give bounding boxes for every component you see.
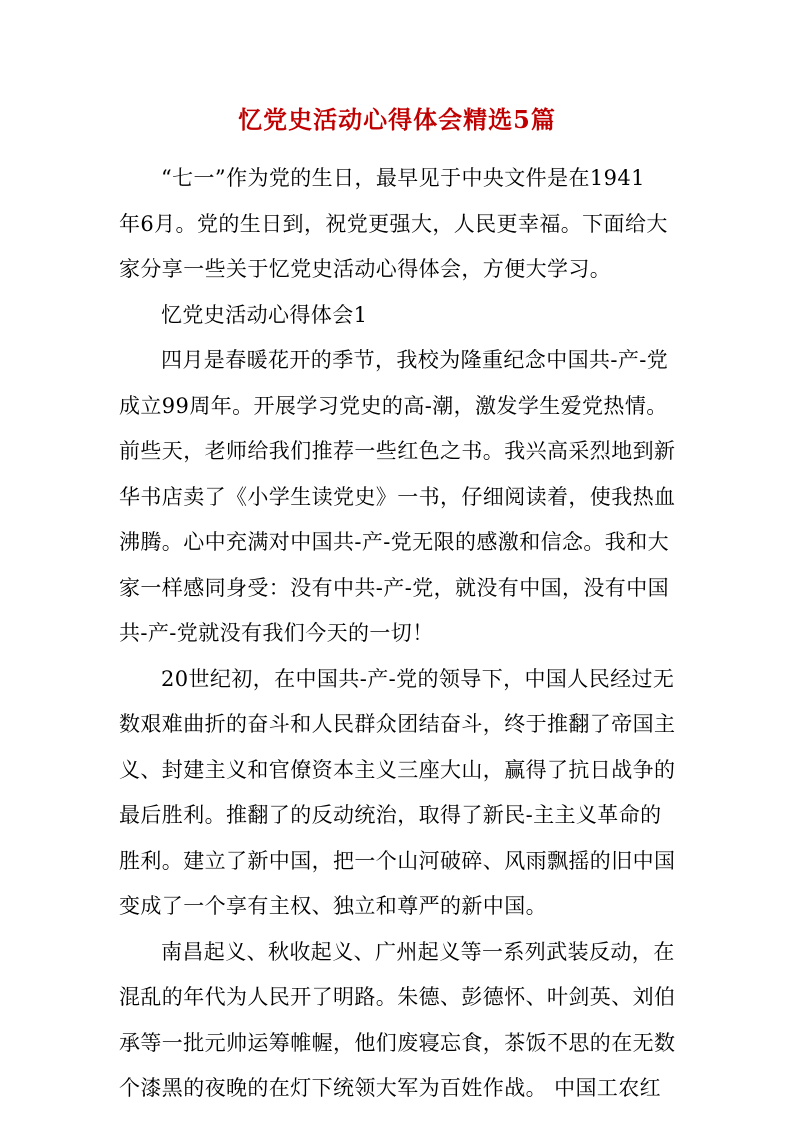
text-line: 承等一批元帅运筹帷幄，他们废寝忘食，茶饭不思的在无数: [119, 1030, 676, 1055]
text-line: 忆党史活动心得体会1: [161, 302, 368, 327]
text-line: “七一”作为党的生日，最早见于中央文件是在1941: [161, 166, 645, 190]
text-line: 家分享一些关于忆党史活动心得体会，方便大学习。: [119, 257, 612, 281]
text-line: 共-产-党就没有我们今天的一切！: [119, 621, 434, 645]
text-line: 成立99周年。开展学习党史的高-潮，激发学生爱党热情。: [119, 393, 668, 418]
text-line: 四月是春暖花开的季节，我校为隆重纪念中国共-产-党: [161, 348, 669, 372]
text-line: 最后胜利。推翻了的反动统治，取得了新民-主主义革命的: [119, 803, 662, 827]
text-line: 变成了一个享有主权、独立和尊严的新中国。: [119, 894, 547, 918]
text-line: 年6月。党的生日到，祝党更强大，人民更幸福。下面给大: [119, 211, 668, 236]
text-line: 华书店卖了《小学生读党史》一书，仔细阅读着，使我热血: [119, 484, 676, 509]
text-line: 义、封建主义和官僚资本主义三座大山，赢得了抗日战争的: [119, 757, 676, 782]
text-line: 胜利。建立了新中国，把一个山河破碎、风雨飘摇的旧中国: [119, 848, 676, 873]
text-line: 数艰难曲折的奋斗和人民群众团结奋斗，终于推翻了帝国主: [119, 712, 676, 736]
text-line: 前些天，老师给我们推荐一些红色之书。我兴高采烈地到新: [119, 439, 676, 463]
text-line: 个漆黑的夜晚的在灯下统领大军为百姓作战。 中国工农红: [119, 1076, 662, 1100]
text-line: 南昌起义、秋收起义、广州起义等一系列武装反动，在: [161, 939, 675, 964]
text-line: 家一样感同身受：没有中共-产-党，就没有中国，没有中国: [119, 575, 669, 600]
text-line: 20世纪初，在中国共-产-党的领导下，中国人民经过无: [161, 666, 675, 691]
document-body: [119, 156, 685, 1112]
document-title: 忆党史活动心得体会精选5篇: [238, 105, 556, 134]
text-line: 沸腾。心中充满对中国共-产-党无限的感激和信念。我和大: [119, 530, 669, 554]
text-line: 混乱的年代为人民开了明路。朱德、彭德怀、叶剑英、刘伯: [119, 985, 676, 1009]
